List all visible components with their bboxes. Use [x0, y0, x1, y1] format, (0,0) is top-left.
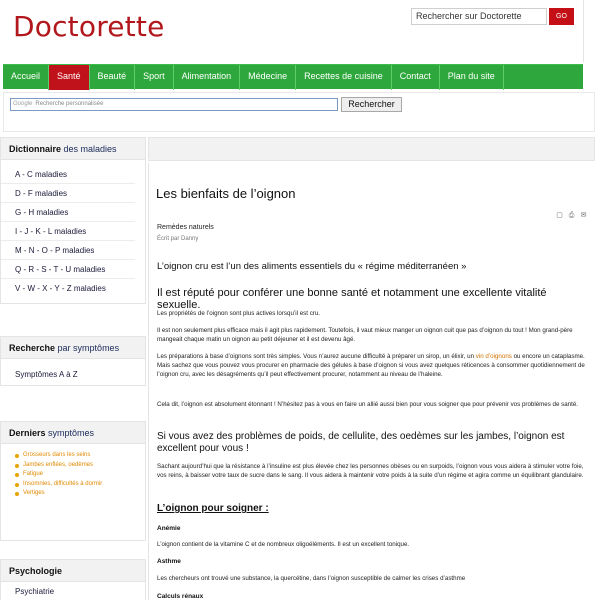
nav-item-medecine[interactable]: Médecine	[240, 65, 296, 90]
google-search-bar	[3, 92, 595, 132]
article-category[interactable]: Remèdes naturels	[157, 224, 214, 231]
recent-symptoms-panel	[0, 421, 146, 541]
recent-symptom-item[interactable]: Fatigue	[23, 470, 145, 480]
article-paragraph: Les chercheurs ont trouvé une substance, la quercétine, dans l’oignon susceptible de calmer les crises d’asthme	[157, 575, 466, 582]
google-search-button[interactable]: Rechercher	[341, 97, 402, 112]
dict-link-g-h[interactable]: G - H maladies	[1, 203, 135, 222]
nav-item-sport[interactable]: Sport	[135, 65, 174, 90]
article-paragraph: Les propriétés de l’oignon sont plus actives lorsqu’il est cru.	[157, 310, 321, 317]
article-title[interactable]: Les bienfaits de l’oignon	[156, 186, 296, 201]
dict-link-d-f[interactable]: D - F maladies	[1, 184, 135, 203]
email-icon[interactable]: ✉	[580, 211, 587, 219]
recent-symptoms-title: Derniers symptômes	[1, 422, 145, 444]
pdf-icon[interactable]: ▢	[556, 211, 563, 219]
subheading-kidney: Calculs rénaux	[157, 593, 204, 600]
dict-link-i-l[interactable]: I - J - K - L maladies	[1, 222, 135, 241]
nav-item-beaute[interactable]: Beauté	[90, 65, 136, 90]
section-heading-heal: L’oignon pour soigner :	[157, 503, 269, 514]
article-lead-1: L’oignon cru est l’un des aliments essentiels du « régime méditerranéen »	[157, 261, 467, 272]
subheading-asthma: Asthme	[157, 558, 181, 565]
vin-oignons-link[interactable]: vin d’oignons	[475, 353, 512, 360]
article-paragraph: Les préparations à base d’oignons sont très simples. Vous n’aurez aucune difficulté à préparer un sirop, un élixir, un vin d’oignons ou encore un cataplasme. Mais sachez que vous pouvez vous procurer en pharmacie des gélules à base d’oignon si vous avez quelques réticences à consommer quotidiennement de l’oignon cru, avec les désagréments qu’il peut effectivement procurer, notamment au niveau de l’haleine.	[157, 353, 585, 379]
psychiatrie-link[interactable]: Psychiatrie	[15, 587, 55, 596]
subheading-anemia: Anémie	[157, 525, 181, 532]
site-search-input[interactable]: Rechercher sur Doctorette	[411, 8, 547, 25]
dict-link-v-z[interactable]: V - W - X - Y - Z maladies	[15, 284, 106, 293]
nav-item-sante[interactable]: Santé	[49, 65, 90, 90]
psychology-title: Psychologie	[1, 560, 145, 582]
symptom-search-title: Recherche par symptômes	[1, 337, 145, 359]
site-logo[interactable]: Doctorette	[13, 10, 165, 43]
nav-item-plan-du-site[interactable]: Plan du site	[440, 65, 504, 90]
dict-link-m-p[interactable]: M - N - O - P maladies	[1, 241, 135, 260]
content-top-bar	[148, 137, 595, 161]
article-tools	[555, 211, 588, 219]
article-lead-2: Il est réputé pour conférer une bonne santé et notamment une excellente vitalité sexuelle.	[157, 287, 547, 311]
recent-symptom-item[interactable]: Jambes enflées, oedèmes	[23, 461, 145, 471]
article-paragraph: Cela dit, l’oignon est absolument étonnant ! N’hésitez pas à vous en faire un allié aussi bien pour vous soigner que pour prévenir vos problèmes de santé.	[157, 401, 579, 408]
article-author: Écrit par Danny	[157, 236, 199, 242]
article-content	[148, 163, 595, 600]
google-search-placeholder: Recherche personnalisée	[35, 101, 104, 107]
recent-symptoms-list	[1, 444, 145, 499]
section-heading-weight: Si vous avez des problèmes de poids, de cellulite, des oedèmes sur les jambes, l’oignon est excellent pour vous !	[157, 431, 565, 454]
dict-link-a-c[interactable]: A - C maladies	[1, 165, 135, 184]
recent-symptom-item[interactable]: Insomnies, difficultés à dormir	[23, 480, 145, 490]
psychology-panel	[0, 559, 146, 600]
article-paragraph: Sachant aujourd’hui que la résistance à l’insuline est plus élevée chez les personnes obèses ou en surpoids, l’oignon vous vous aidera à stimuler votre foie, vos reins, à baisser votre taux de sucre dans le sang. Il vous aidera à maintenir votre poids à la suite d’un régime et agira comme un équilibrant glandulaire.	[157, 463, 584, 480]
symptom-search-panel	[0, 336, 146, 386]
dictionary-panel	[0, 137, 146, 304]
site-search-go-button[interactable]: GO	[549, 8, 574, 25]
article-paragraph: L’oignon contient de la vitamine C et de nombreux oligoéléments. Il est un excellent tonique.	[157, 541, 410, 548]
dict-link-q-u[interactable]: Q - R - S - T - U maladies	[1, 260, 135, 279]
main-nav	[3, 64, 583, 89]
nav-item-contact[interactable]: Contact	[392, 65, 440, 90]
dictionary-title: Dictionnaire des maladies	[1, 138, 145, 160]
recent-symptom-item[interactable]: Grosseurs dans les seins	[23, 451, 145, 461]
nav-item-recettes[interactable]: Recettes de cuisine	[296, 65, 392, 90]
symptoms-a-z-link[interactable]: Symptômes A à Z	[15, 370, 78, 379]
recent-symptom-item[interactable]: Vertiges	[23, 489, 145, 499]
nav-item-accueil[interactable]: Accueil	[3, 65, 49, 90]
sidebar	[0, 137, 146, 600]
print-icon[interactable]: ⎙	[568, 211, 575, 219]
site-header	[0, 0, 584, 62]
article-paragraph: Il est non seulement plus efficace mais il agit plus rapidement. Toutefois, il vaut mieux manger un oignon cuit que pas d’oignon du tout ! Mon grand-père mangeait chaque matin un oignon au petit déjeuner et il est devenu âgé.	[157, 327, 573, 344]
google-search-input[interactable]	[10, 98, 338, 111]
google-brand-label: Google	[13, 101, 33, 107]
nav-item-alimentation[interactable]: Alimentation	[174, 65, 241, 90]
